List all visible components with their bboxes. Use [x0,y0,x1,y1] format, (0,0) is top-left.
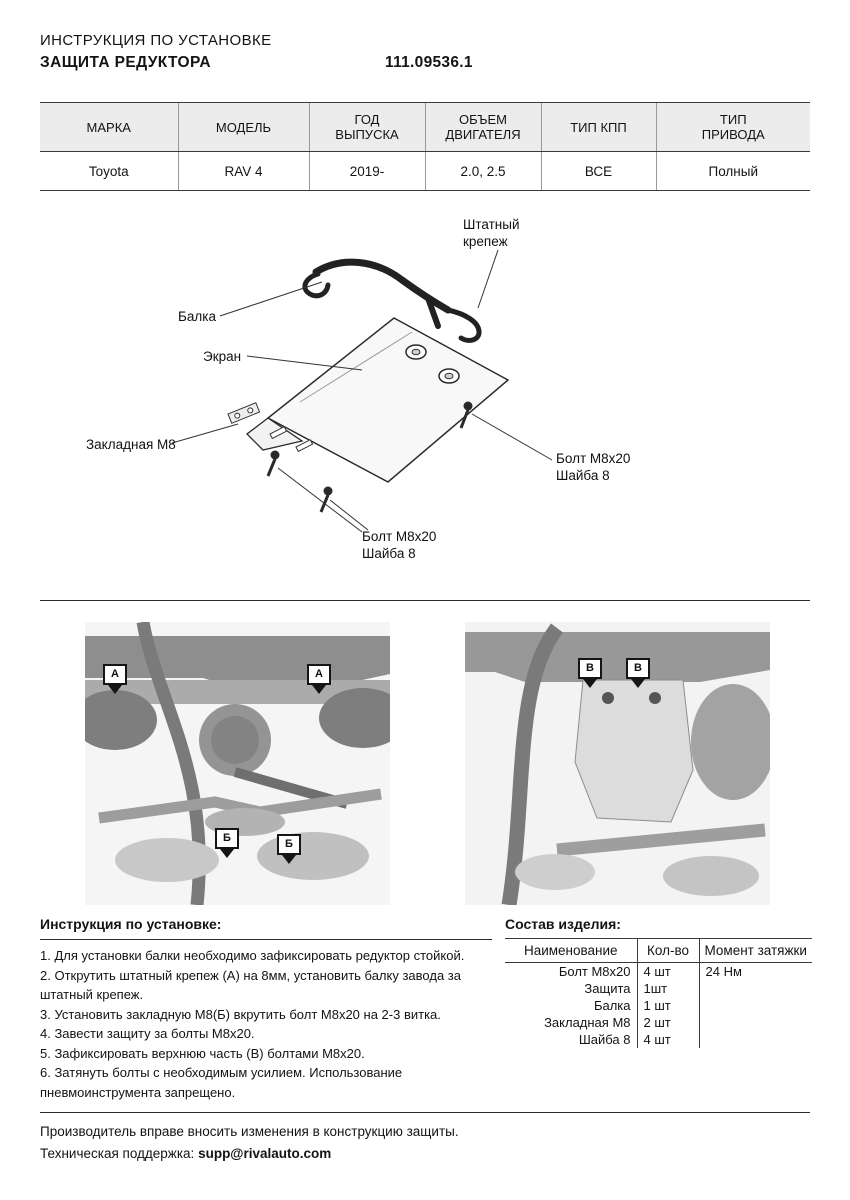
callout-a-icon: А [103,664,127,694]
parts-row: Балка 1 шт [505,997,812,1014]
instruction-step: 2. Открутить штатный крепеж (А) на 8мм, установить балку завода за штатный крепеж. [40,967,461,1002]
vehicle-spec-table [40,102,810,191]
divider-above-photos [40,600,810,601]
label-bolt-right: Болт М8х20 Шайба 8 [556,451,631,483]
callout-v-icon: В [626,658,650,688]
callout-b-icon: Б [215,828,239,858]
underbody-photo-graphic [85,622,390,905]
instruction-step: 3. Установить закладную М8(Б) вкрутить болт М8х20 на 2-3 витка. [40,1006,441,1022]
parts-row: Болт М8х20 4 шт 24 Нм [505,963,812,981]
spec-header-model: МОДЕЛЬ [178,103,309,152]
instruction-step: 5. Зафиксировать верхнюю часть (В) болтами М8х20. [40,1045,365,1061]
label-insert-m8: Закладная М8 [86,437,176,452]
instruction-step: 4. Завести защиту за болты М8х20. [40,1026,255,1041]
spec-value-engine: 2.0, 2.5 [425,152,541,191]
spec-header-gearbox: ТИП КПП [541,103,656,152]
doc-title: ИНСТРУКЦИЯ ПО УСТАНОВКЕ [40,32,272,49]
label-shield: Экран [203,349,242,364]
parts-header-name: Наименование [505,939,637,963]
callout-b-icon: Б [277,834,301,864]
footer-support [40,1146,331,1161]
instruction-step: 1. Для установки балки необходимо зафиксировать редуктор стойкой. [40,948,465,963]
spec-header-brand: МАРКА [40,103,178,152]
label-bolt-bottom: Болт М8х20 Шайба 8 [362,529,437,561]
part-number: 111.09536.1 [385,54,473,71]
callout-v-icon: В [578,658,602,688]
label-factory-bracket: Штатный крепеж [463,217,520,249]
footer-divider [40,1112,810,1113]
footer-disclaimer: Производитель вправе вносить изменения в конструкцию защиты. [40,1124,459,1139]
parts-row: Защита 1шт [505,980,812,997]
support-label: Техническая поддержка: [40,1146,195,1161]
parts-title: Состав изделия: [505,916,621,932]
spec-value-brand: Toyota [40,152,178,191]
underbody-photo-graphic [465,622,770,905]
spec-header-year: ГОД ВЫПУСКА [309,103,425,152]
parts-header-qty: Кол-во [637,939,699,963]
parts-header-torque: Момент затяжки [699,939,812,963]
spec-value-gearbox: ВСЕ [541,152,656,191]
spec-header-engine: ОБЪЕМ ДВИГАТЕЛЯ [425,103,541,152]
exploded-diagram [0,198,850,600]
instructions-divider [40,939,492,940]
instruction-step: 6. Затянуть болты с необходимым усилием. Использование пневмоинструмента запрещено. [40,1065,403,1100]
spec-value-year: 2019- [309,152,425,191]
label-beam: Балка [178,309,216,324]
photo-underbody-before [85,622,390,905]
parts-row: Закладная М8 2 шт [505,1014,812,1031]
instructions-steps [40,946,498,1102]
doc-subtitle: ЗАЩИТА РЕДУКТОРА [40,54,211,71]
support-email: supp@rivalauto.com [198,1146,332,1161]
spec-value-drive: Полный [656,152,810,191]
spec-header-drive: ТИП ПРИВОДА [656,103,810,152]
parts-row: Шайба 8 4 шт [505,1031,812,1048]
spec-value-model: RAV 4 [178,152,309,191]
parts-table [505,938,812,1048]
photo-underbody-installed [465,622,770,905]
callout-a-icon: А [307,664,331,694]
instructions-title: Инструкция по установке: [40,916,222,932]
